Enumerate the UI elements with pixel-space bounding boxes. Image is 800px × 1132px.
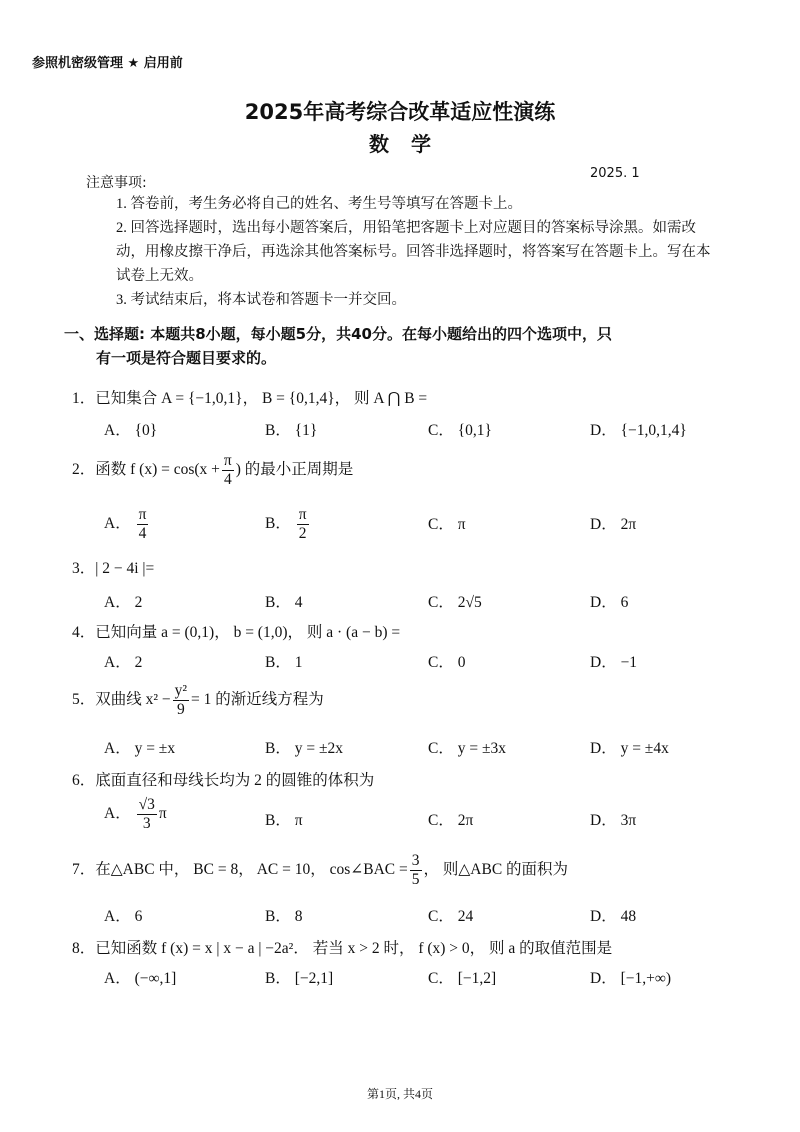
question-1-stem: 1．已知集合 A = {−1,0,1}， B = {0,1,4}， 则 A ⋂ B = [72, 390, 428, 407]
q5-option-c: C． y = ±3x [428, 740, 506, 757]
fraction: $\frac{\text{y²}}{9}$ [174, 682, 188, 718]
notes-heading: 注意事项: [86, 175, 147, 191]
q5-option-b: B． y = ±2x [265, 740, 343, 757]
note-item-2: 2. 回答选择题时，选出每小题答案后，用铅笔把客题卡上对应题目的答案标导涂黑。如需改动，用橡皮擦干净后，再选涂其他答案标号。回答非选择题时，将答案写在答题卡上。写在本试卷上无效。 [116, 220, 711, 284]
q1-option-a: A． {0} [104, 422, 158, 439]
q2-option-d: D． 2π [590, 516, 637, 533]
fraction: $\frac{√3}{3}$ [138, 796, 155, 832]
q5-option-d: D． y = ±4x [590, 740, 669, 757]
note-item-1: 1. 答卷前，考生务必将自己的姓名、考生号等填写在答题卡上。 [116, 196, 522, 212]
question-7-stem: 7．在△ABC 中， BC = 8， AC = 10， cos∠BAC = $\frac{3}{5}$ ， 则△ABC 的面积为 [72, 852, 569, 888]
q1-option-c: C． {0,1} [428, 422, 492, 439]
q2-option-a: A． $\frac{\pi}{4}$ [104, 506, 147, 542]
confidential-label: 参照机密级管理 ★ 启用前 [32, 56, 183, 71]
q4-option-a: A． 2 [104, 654, 143, 671]
q5-option-a: A． y = ±x [104, 740, 176, 757]
section-heading: 一、选择题: 本题共8小题，每小题5分，共40分。在每小题给出的四个选项中，只 有一项是符合题目要求的。 [64, 325, 612, 367]
q8-option-b: B． [−2,1] [265, 970, 334, 987]
q2-option-c: C． π [428, 516, 466, 533]
fraction: $\frac{\pi}{2}$ [298, 506, 307, 542]
q1-option-b: B． {1} [265, 422, 318, 439]
q7-option-c: C． 24 [428, 908, 474, 925]
exam-title: 2025年高考综合改革适应性演练 [244, 100, 556, 124]
q4-option-b: B． 1 [265, 654, 303, 671]
q7-option-d: D． 48 [590, 908, 637, 925]
subject-title: 数学 [369, 134, 453, 156]
question-6-stem: 6．底面直径和母线长均为 2 的圆锥的体积为 [72, 772, 375, 789]
fraction: $\frac{\pi}{4}$ [138, 506, 147, 542]
question-5-stem: 5．双曲线 x² − $\frac{\text{y²}}{9}$ = 1 的渐近线方程为 [72, 682, 324, 718]
fraction: $\frac{3}{5}$ [411, 852, 420, 888]
note-item-3: 3. 考试结束后，将本试卷和答题卡一并交回。 [116, 292, 406, 308]
q7-option-b: B． 8 [265, 908, 303, 925]
fraction: $\frac{\pi}{4}$ [223, 452, 232, 488]
question-4-stem: 4．已知向量 a = (0,1)， b = (1,0)， 则 a · (a − b) = [72, 624, 401, 641]
q6-option-a: A． $\frac{√3}{3}$ π [104, 796, 167, 832]
question-3-stem: 3．| 2 − 4i |= [72, 560, 155, 577]
question-2-stem: 2．函数 f (x) = cos(x + $\frac{\pi}{4}$ ) 的最小正周期是 [72, 452, 354, 488]
question-8-stem: 8．已知函数 f (x) = x | x − a | −2a²． 若当 x > 2 时， f (x) > 0， 则 a 的取值范围是 [72, 940, 613, 957]
q3-option-a: A． 2 [104, 594, 143, 611]
q1-option-d: D． {−1,0,1,4} [590, 422, 687, 439]
q6-option-c: C． 2π [428, 812, 474, 829]
exam-date: 2025. 1 [590, 166, 640, 181]
q6-option-b: B． π [265, 812, 303, 829]
q8-option-a: A． (−∞,1] [104, 970, 177, 987]
q6-option-d: D． 3π [590, 812, 637, 829]
q2-option-b: B． $\frac{\pi}{2}$ [265, 506, 307, 542]
q4-option-d: D． −1 [590, 654, 638, 671]
q8-option-d: D． [−1,+∞) [590, 970, 672, 987]
q4-option-c: C． 0 [428, 654, 466, 671]
q3-option-d: D． 6 [590, 594, 629, 611]
q3-option-b: B． 4 [265, 594, 303, 611]
q7-option-a: A． 6 [104, 908, 143, 925]
q8-option-c: C． [−1,2] [428, 970, 497, 987]
q3-option-c: C． 2√5 [428, 594, 482, 611]
page-footer: 第1页, 共4页 [366, 1087, 433, 1101]
